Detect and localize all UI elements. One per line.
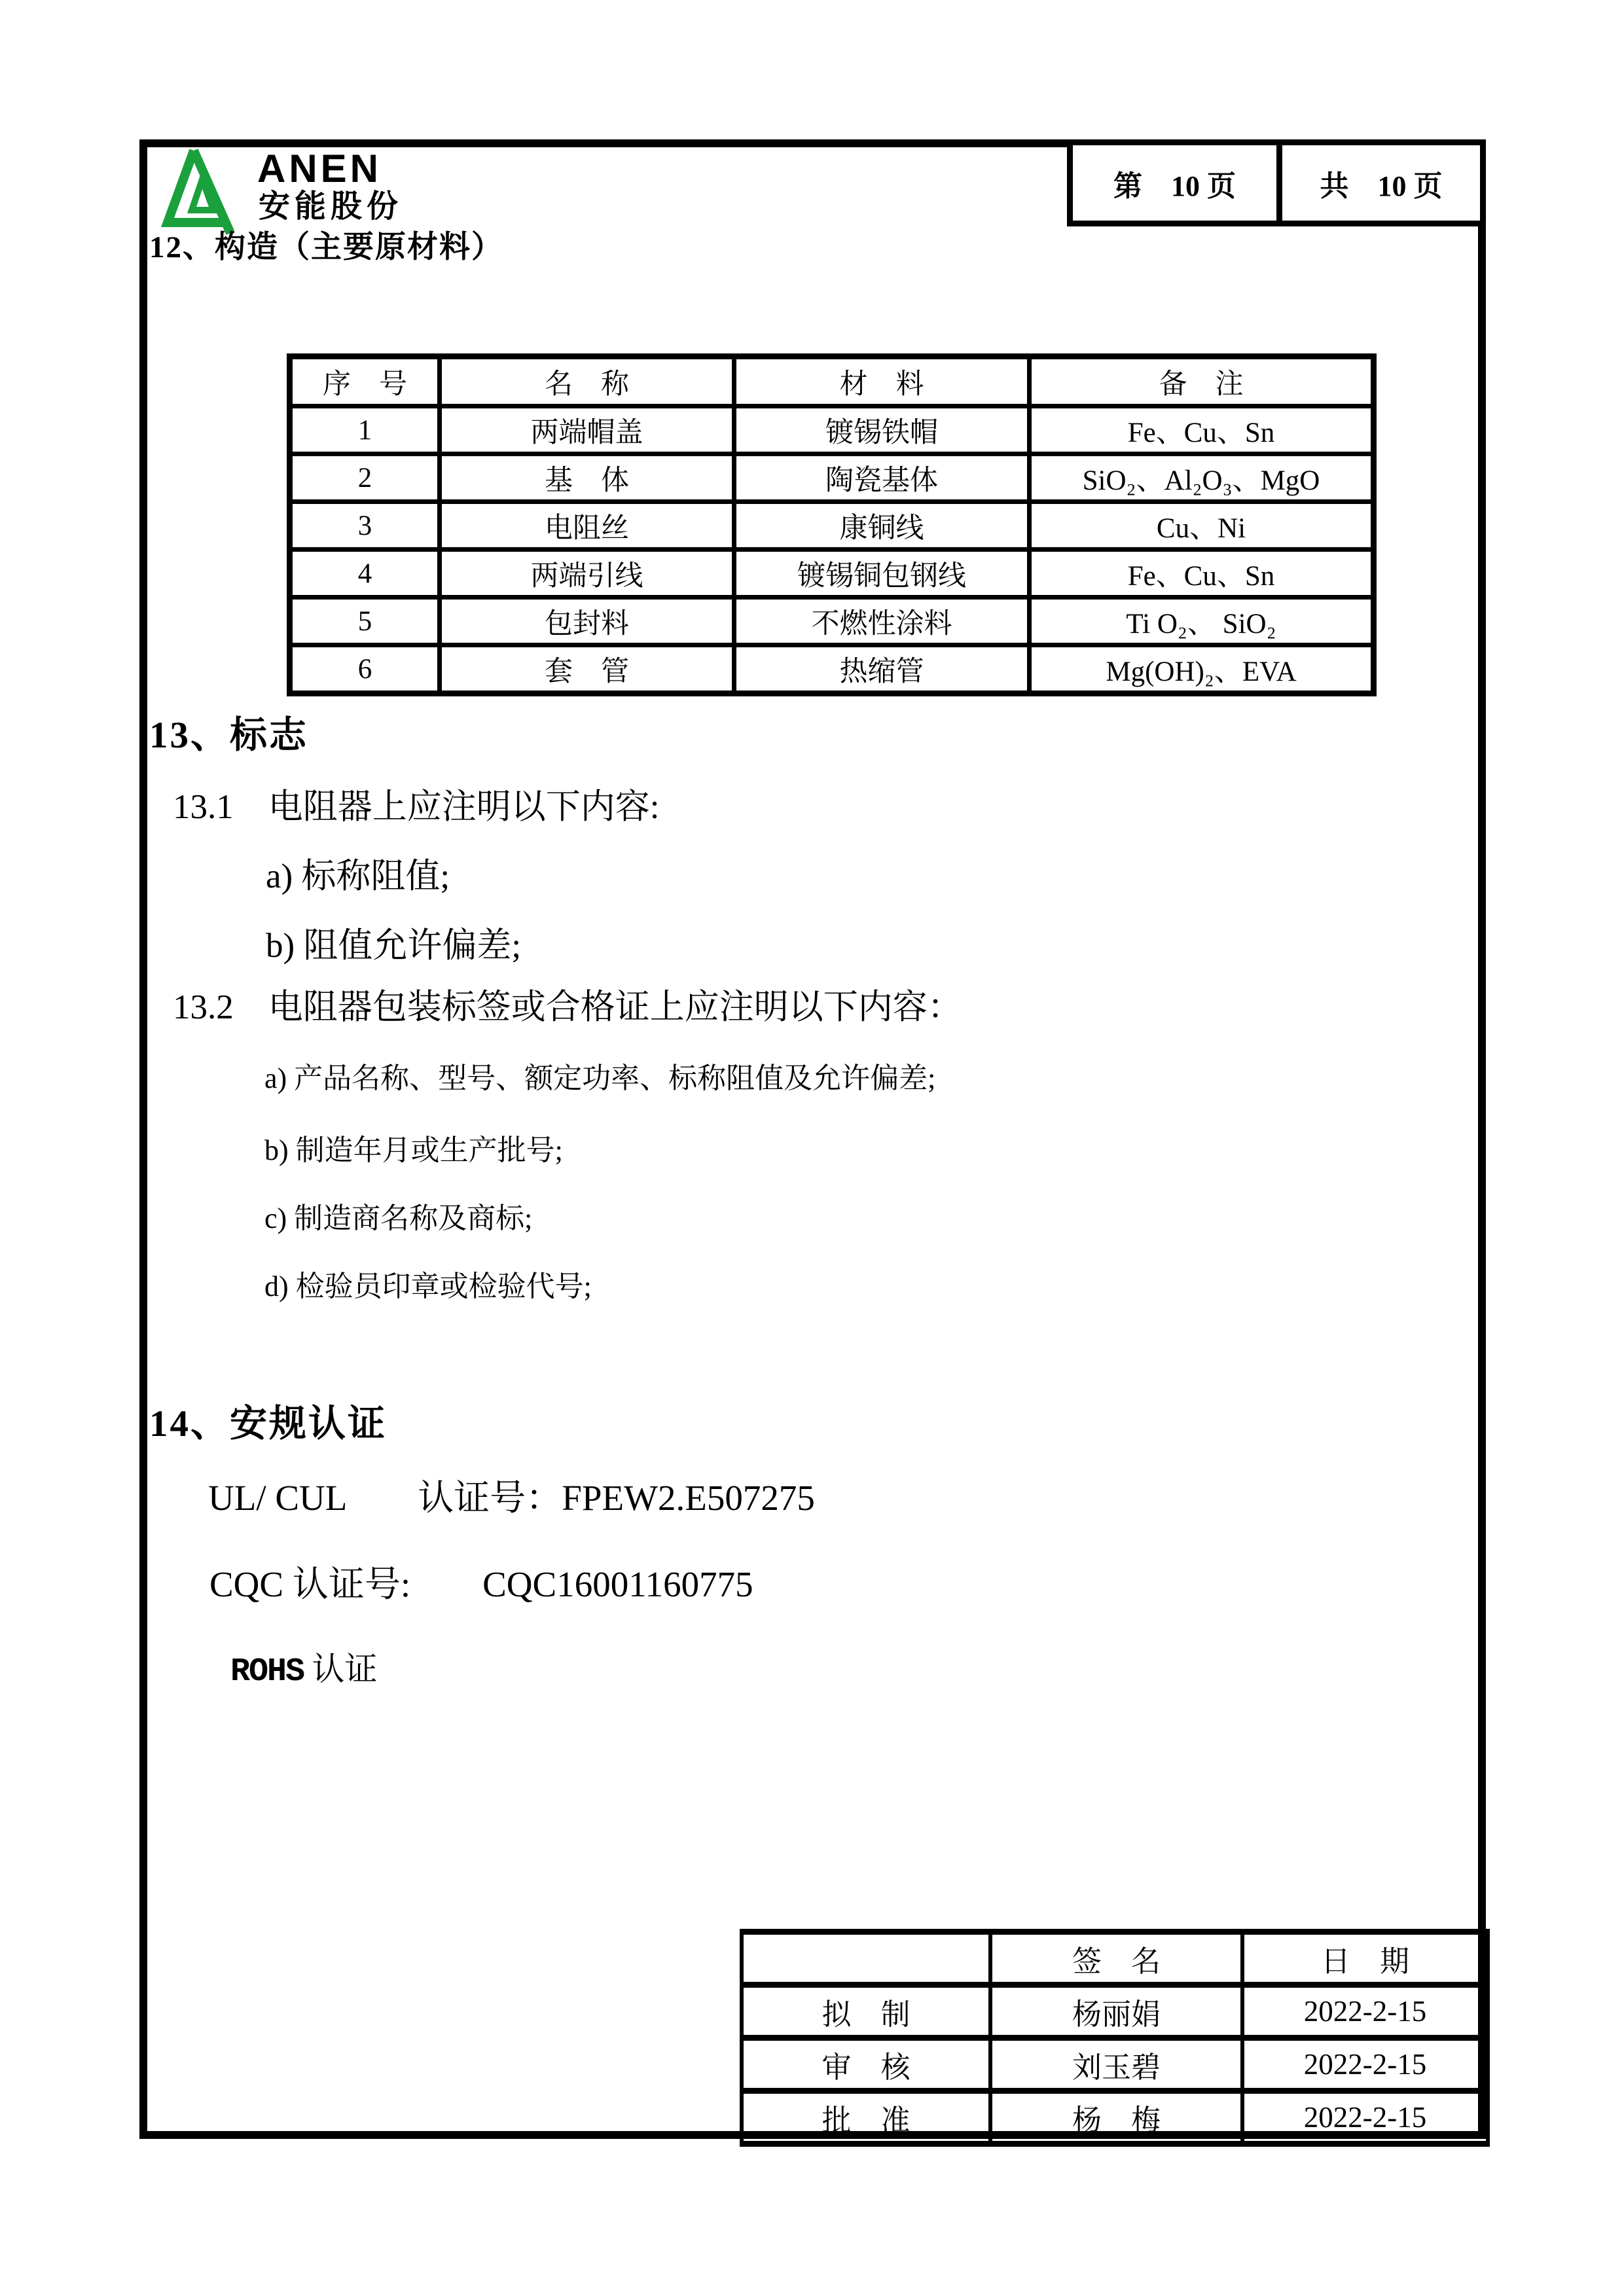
table-cell: Fe、Cu、Sn — [1030, 406, 1374, 454]
brand-text: ANEN — [257, 147, 382, 190]
ul-cul-certificate-line: UL/ CUL 认证号：FPEW2.E507275 — [208, 1478, 815, 1518]
date-cell: 2022-2-15 — [1242, 1985, 1488, 2038]
table-cell: 康铜线 — [734, 502, 1030, 550]
approval-row-review — [742, 2038, 1488, 2091]
table-cell: 陶瓷基体 — [734, 454, 1030, 502]
cqc-certificate-line: CQC 认证号: CQC16001160775 — [209, 1564, 753, 1604]
table-cell: 5 — [290, 598, 440, 645]
table-cell: 镀锡铁帽 — [734, 406, 1030, 454]
clause-13-1: 13.1 电阻器上应注明以下内容: — [173, 788, 660, 826]
table-cell: 两端引线 — [440, 550, 734, 598]
rohs-certificate-line — [230, 1649, 378, 1692]
page-total-box — [1276, 139, 1486, 226]
rohs-label: ROHS — [230, 1653, 304, 1691]
table-cell: Ti O₂、 SiO₂ — [1030, 598, 1374, 645]
clause-13-2-item-a: a) 产品名称、型号、额定功率、标称阻值及允许偏差; — [264, 1062, 936, 1094]
anen-logo-triangle-icon — [164, 144, 262, 237]
table-cell: Fe、Cu、Sn — [1030, 550, 1374, 598]
role-cell: 拟 制 — [742, 1985, 990, 2038]
table-cell: 镀锡铜包钢线 — [734, 550, 1030, 598]
table-cell: SiO₂、Al₂O₃、MgO — [1030, 454, 1374, 502]
column-header: 名 称 — [440, 357, 734, 406]
name-cell: 杨丽娟 — [990, 1985, 1242, 2038]
rohs-label-cn: 认证 — [304, 1651, 378, 1687]
date-cell: 2022-2-15 — [1242, 2038, 1488, 2091]
clause-13-2-item-c: c) 制造商名称及商标; — [264, 1202, 533, 1234]
column-header: 备 注 — [1030, 357, 1374, 406]
name-cell: 刘玉碧 — [990, 2038, 1242, 2091]
approval-row-approve — [742, 2091, 1488, 2144]
table-row — [290, 645, 1374, 694]
section-14-title: 14、安规认证 — [149, 1403, 387, 1444]
clause-13-2: 13.2 电阻器包装标签或合格证上应注明以下内容： — [173, 988, 962, 1026]
date-cell: 2022-2-15 — [1242, 2091, 1488, 2144]
role-cell: 审 核 — [742, 2038, 990, 2091]
approval-row-draft — [742, 1985, 1488, 2038]
table-cell: 6 — [290, 645, 440, 694]
materials-table-header-row — [290, 357, 1374, 406]
clause-13-2-item-d: d) 检验员印章或检验代号; — [264, 1270, 592, 1302]
table-cell: 电阻丝 — [440, 502, 734, 550]
column-header: 签 名 — [990, 1932, 1242, 1985]
materials-table — [287, 353, 1377, 696]
approval-header-row — [742, 1932, 1488, 1985]
section-13-title: 13、标志 — [149, 715, 308, 756]
column-header: 日 期 — [1242, 1932, 1488, 1985]
table-row — [290, 550, 1374, 598]
table-cell: 热缩管 — [734, 645, 1030, 694]
role-cell: 批 准 — [742, 2091, 990, 2144]
brand-text-cn: 安能股份 — [259, 189, 403, 224]
section-12-title: 12、构造（主要原材料） — [149, 230, 503, 264]
table-row — [290, 598, 1374, 645]
table-cell: 3 — [290, 502, 440, 550]
name-cell: 杨 梅 — [990, 2091, 1242, 2144]
clause-13-2-item-b: b) 制造年月或生产批号; — [264, 1134, 563, 1166]
table-cell: 1 — [290, 406, 440, 454]
column-header: 材 料 — [734, 357, 1030, 406]
page-total-label: 共 10 页 — [1320, 170, 1443, 202]
table-row — [290, 502, 1374, 550]
page-number-box — [1067, 139, 1282, 226]
column-header: 序 号 — [290, 357, 440, 406]
table-row — [290, 406, 1374, 454]
page-number-label: 第 10 页 — [1113, 170, 1236, 202]
table-cell — [742, 1932, 990, 1985]
table-cell: 4 — [290, 550, 440, 598]
table-cell: 套 管 — [440, 645, 734, 694]
table-cell: 基 体 — [440, 454, 734, 502]
approval-table — [740, 1929, 1490, 2147]
table-cell: Mg(OH)₂、EVA — [1030, 645, 1374, 694]
table-cell: 2 — [290, 454, 440, 502]
clause-13-1-item-a: a) 标称阻值; — [266, 857, 450, 895]
table-cell: Cu、Ni — [1030, 502, 1374, 550]
table-cell: 不燃性涂料 — [734, 598, 1030, 645]
table-row — [290, 454, 1374, 502]
table-cell: 包封料 — [440, 598, 734, 645]
clause-13-1-item-b: b) 阻值允许偏差; — [266, 927, 522, 965]
table-cell: 两端帽盖 — [440, 406, 734, 454]
